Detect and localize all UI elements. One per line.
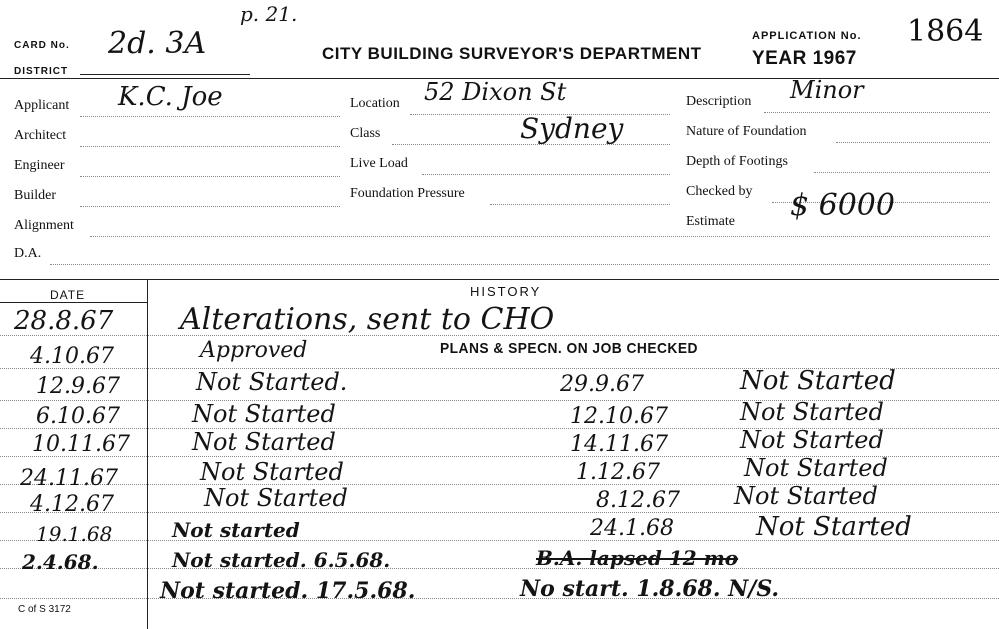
- estimate-label: Estimate: [686, 214, 735, 229]
- description-line: [764, 112, 990, 113]
- history-row-right-entry: Not Started: [756, 512, 912, 542]
- class-line: [392, 144, 670, 145]
- depth-of-footings-label: Depth of Footings: [686, 154, 788, 169]
- date-column-divider: [147, 280, 148, 629]
- history-row-entry: Not started: [172, 518, 300, 542]
- history-row-entry: Not Started: [204, 484, 348, 512]
- alignment-line: [90, 236, 990, 237]
- applicant-line: [80, 116, 340, 117]
- history-row-date: 6.10.67: [36, 404, 120, 429]
- history-row-entry: Not Started: [200, 458, 344, 486]
- history-row-date: 28.8.67: [14, 306, 114, 336]
- history-row-date: 4.10.67: [30, 344, 114, 369]
- architect-line: [80, 146, 340, 147]
- engineer-label: Engineer: [14, 158, 65, 173]
- location-label: Location: [350, 96, 400, 111]
- form-code: C of S 3172: [18, 604, 71, 615]
- history-row-right-entry: Not Started: [740, 398, 884, 426]
- district-label: DISTRICT: [14, 66, 69, 77]
- history-row-right-entry: Not Started: [740, 426, 884, 454]
- nature-of-foundation-label: Nature of Foundation: [686, 124, 807, 139]
- history-row-date: 4.12.67: [30, 492, 114, 517]
- description-value: Minor: [790, 76, 864, 104]
- depth-line: [814, 172, 990, 173]
- history-row-date: 12.9.67: [36, 374, 120, 399]
- architect-label: Architect: [14, 128, 67, 143]
- date-header: DATE: [50, 288, 86, 302]
- estimate-value: $ 6000: [790, 188, 895, 223]
- class-label: Class: [350, 126, 381, 141]
- history-rule: [0, 568, 999, 569]
- history-header: HISTORY: [470, 284, 542, 299]
- history-top-border: [0, 279, 999, 280]
- nature-line: [836, 142, 990, 143]
- history-row-entry: Alterations, sent to CHO: [180, 302, 555, 337]
- applicant-label: Applicant: [14, 98, 70, 113]
- card-no-value: 2d. 3A: [108, 26, 207, 61]
- history-row-entry: Not started. 6.5.68.: [172, 548, 391, 572]
- history-row-entry: Not Started.: [196, 368, 348, 396]
- date-header-underline: [0, 302, 147, 303]
- da-label: D.A.: [14, 246, 42, 261]
- alignment-label: Alignment: [14, 218, 74, 233]
- history-row-date: 24.11.67: [20, 466, 118, 491]
- department-title: CITY BUILDING SURVEYOR'S DEPARTMENT: [322, 44, 702, 63]
- history-row-right-date: 12.10.67: [570, 404, 668, 429]
- history-row-right-date: 14.11.67: [570, 432, 668, 457]
- card-no-label: CARD No.: [14, 40, 70, 51]
- history-row-right-entry: Not Started: [734, 482, 878, 510]
- history-row-right-date: 8.12.67: [596, 488, 680, 513]
- history-row-date: 19.1.68: [36, 522, 113, 546]
- da-line: [50, 264, 990, 265]
- history-row-entry: Approved: [200, 338, 308, 363]
- engineer-line: [80, 176, 340, 177]
- history-rule: [0, 598, 999, 599]
- history-row-right-entry: Not Started: [744, 454, 888, 482]
- history-row-right-entry: Not Started: [740, 366, 896, 396]
- builder-label: Builder: [14, 188, 56, 203]
- history-row-right-date: 29.9.67: [560, 372, 644, 397]
- foundation-pressure-label: Foundation Pressure: [350, 186, 465, 201]
- live-load-label: Live Load: [350, 156, 408, 171]
- history-row-entry: Not started. 17.5.68.: [160, 578, 416, 604]
- card-page-note: p. 21.: [240, 2, 298, 26]
- foundation-pressure-line: [490, 204, 670, 205]
- history-row-right-entry-struck: B.A. lapsed 12 mo: [536, 546, 739, 570]
- checked-by-label: Checked by: [686, 184, 753, 199]
- district-underline: [80, 74, 250, 75]
- history-row-date: 2.4.68.: [22, 550, 99, 574]
- applicant-value: K.C. Joe: [118, 82, 223, 112]
- application-no-value: 1864: [907, 14, 984, 49]
- plans-checked-stamp: PLANS & SPECN. ON JOB CHECKED: [440, 340, 698, 357]
- history-row-entry: Not Started: [192, 428, 336, 456]
- history-row-entry: Not Started: [192, 400, 336, 428]
- history-row-right-entry: No start. 1.8.68. N/S.: [520, 576, 780, 602]
- description-label: Description: [686, 94, 752, 109]
- history-row-right-date: 1.12.67: [576, 460, 660, 485]
- history-row-right-date: 24.1.68: [590, 516, 674, 541]
- live-load-line: [422, 174, 670, 175]
- location-value-street: 52 Dixon St: [424, 78, 567, 106]
- application-no-label: APPLICATION No.: [752, 30, 862, 42]
- year-label: YEAR 1967: [752, 48, 857, 69]
- location-value-city: Sydney: [520, 112, 624, 145]
- history-row-date: 10.11.67: [32, 432, 130, 457]
- builder-line: [80, 206, 340, 207]
